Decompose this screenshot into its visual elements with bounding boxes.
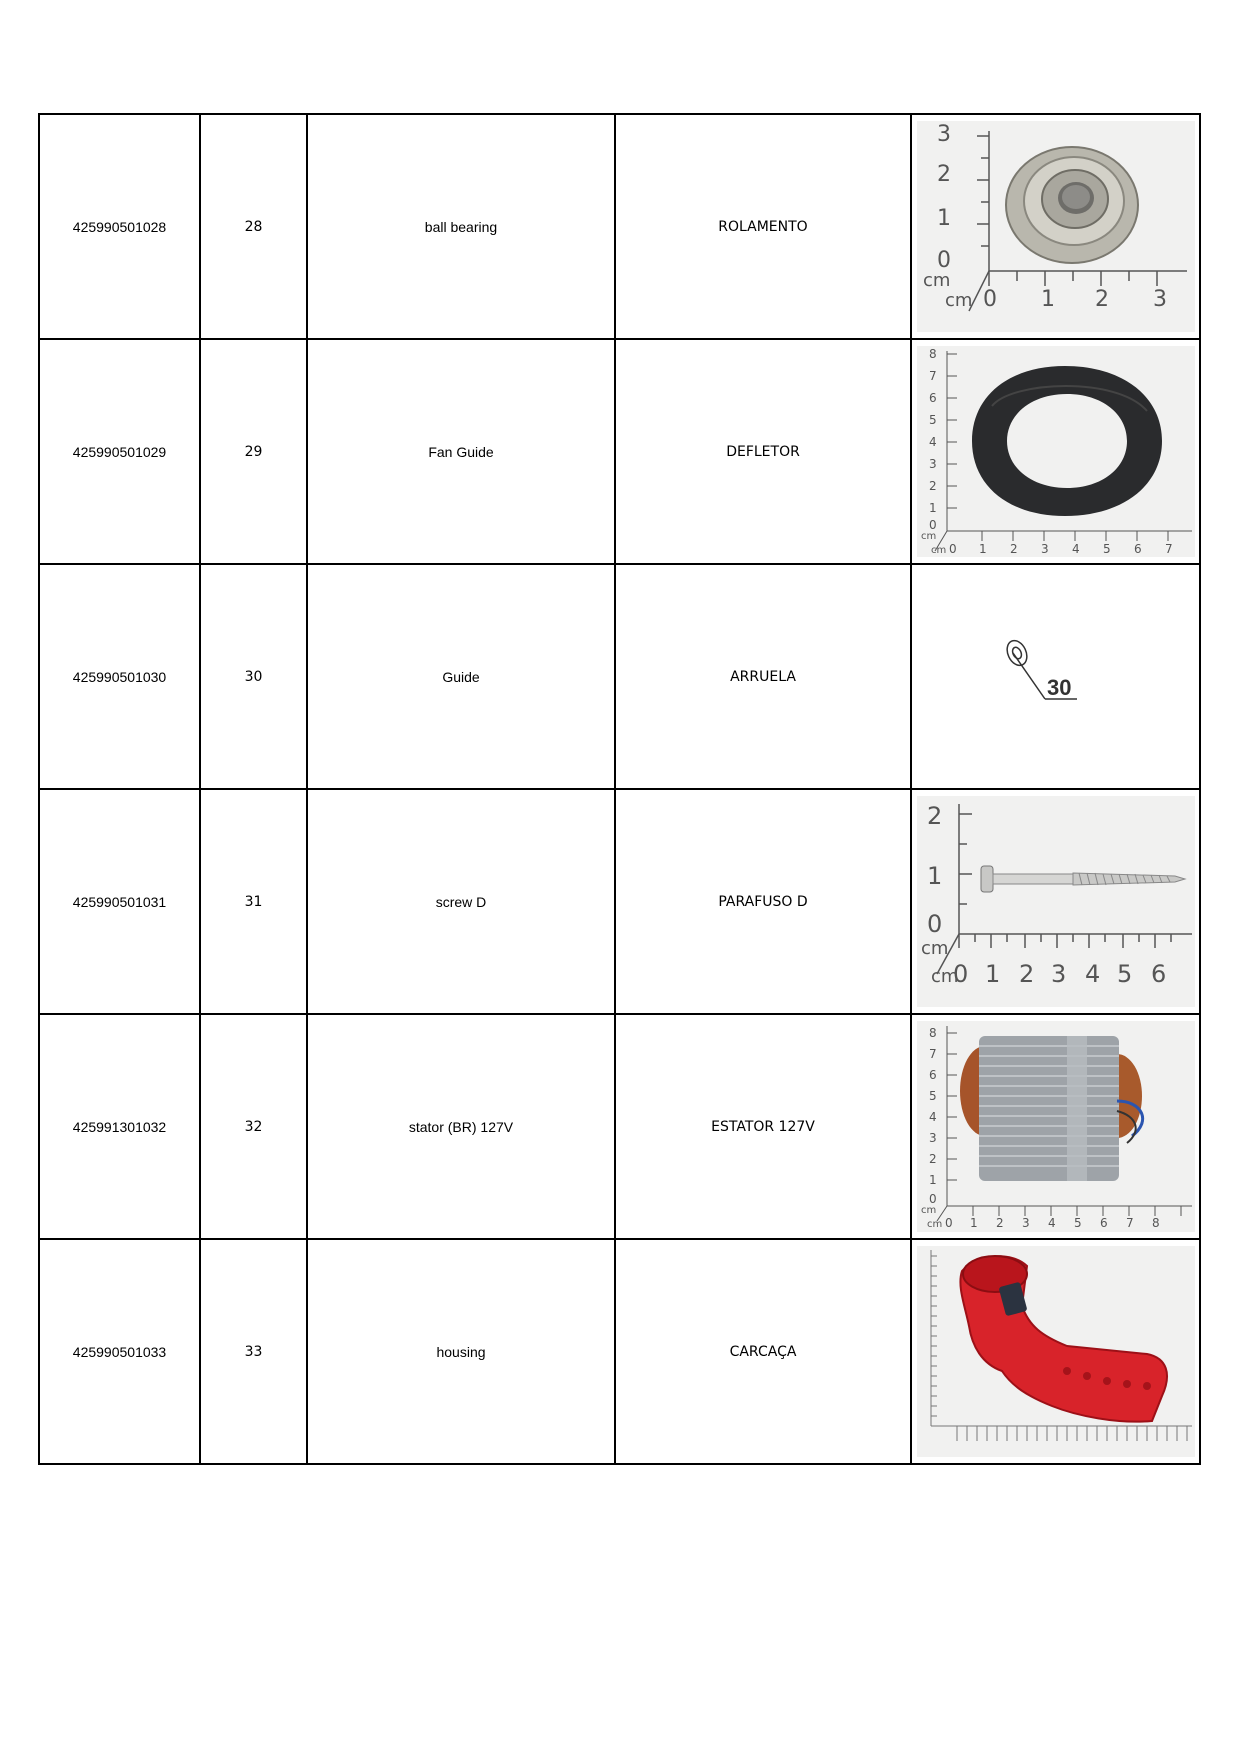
part-name-portuguese: ARRUELA: [615, 564, 911, 789]
table-row: [39, 564, 1200, 789]
y-tick-label: 8: [928, 1026, 937, 1040]
unit-label: cm: [922, 270, 950, 291]
unit-label: cm: [920, 1205, 936, 1216]
y-tick-label: 5: [928, 413, 937, 427]
part-code: 425990501029: [39, 339, 200, 564]
position-number: 28: [200, 114, 307, 339]
y-tick-label: 1: [936, 206, 951, 231]
x-tick-label: 0: [952, 960, 968, 988]
part-code: 425990501028: [39, 114, 200, 339]
y-tick-label: 2: [928, 1152, 937, 1166]
y-tick-label: 2: [926, 802, 942, 830]
x-tick-label: 6: [1133, 542, 1142, 556]
part-name-english: screw D: [307, 789, 615, 1014]
x-tick-label: 5: [1102, 542, 1111, 556]
part-name-portuguese: ROLAMENTO: [615, 114, 911, 339]
ball-bearing-photo: [917, 121, 1195, 332]
washer-diagram: [917, 571, 1195, 782]
y-tick-label: 0: [928, 518, 937, 532]
y-tick-label: 1: [926, 862, 942, 890]
x-tick-label: 3: [1152, 287, 1167, 312]
x-tick-label: 3: [1040, 542, 1049, 556]
part-code: 425991301032: [39, 1014, 200, 1239]
y-tick-label: 6: [928, 1068, 937, 1082]
x-tick-label: 7: [1164, 542, 1173, 556]
x-tick-label: 4: [1047, 1216, 1056, 1230]
y-tick-label: 3: [936, 122, 951, 147]
unit-label: cm: [926, 1219, 942, 1230]
x-tick-label: 5: [1116, 960, 1132, 988]
part-name-english: stator (BR) 127V: [307, 1014, 615, 1239]
x-tick-label: 2: [995, 1216, 1004, 1230]
x-tick-label: 0: [944, 1216, 953, 1230]
x-tick-label: 8: [1151, 1216, 1160, 1230]
part-name-portuguese: ESTATOR 127V: [615, 1014, 911, 1239]
y-tick-label: 5: [928, 1089, 937, 1103]
table-row: [39, 789, 1200, 1014]
fan-guide-photo: [917, 346, 1195, 557]
part-code: 425990501030: [39, 564, 200, 789]
table-row: [39, 339, 1200, 564]
part-code: 425990501031: [39, 789, 200, 1014]
position-number: 33: [200, 1239, 307, 1464]
part-name-portuguese: PARAFUSO D: [615, 789, 911, 1014]
part-name-english: Fan Guide: [307, 339, 615, 564]
y-tick-label: 0: [936, 248, 951, 273]
x-tick-label: 2: [1018, 960, 1034, 988]
y-tick-label: 8: [928, 347, 937, 361]
y-tick-label: 0: [928, 1192, 937, 1206]
x-tick-label: 7: [1125, 1216, 1134, 1230]
x-tick-label: 5: [1073, 1216, 1082, 1230]
part-name-english: housing: [307, 1239, 615, 1464]
y-tick-label: 6: [928, 391, 937, 405]
table-row: [39, 1239, 1200, 1464]
x-tick-label: 4: [1084, 960, 1100, 988]
x-tick-label: 1: [1040, 287, 1055, 312]
y-tick-label: 7: [928, 1047, 937, 1061]
x-tick-label: 2: [1094, 287, 1109, 312]
part-name-english: Guide: [307, 564, 615, 789]
stator-photo: [917, 1021, 1195, 1232]
x-tick-label: 2: [1009, 542, 1018, 556]
callout-number: 30: [1046, 675, 1071, 700]
parts-table: [38, 113, 1201, 1465]
x-tick-label: 1: [978, 542, 987, 556]
part-code: 425990501033: [39, 1239, 200, 1464]
y-tick-label: 7: [928, 369, 937, 383]
x-tick-label: 0: [948, 542, 957, 556]
unit-label: cm: [920, 531, 936, 542]
table-row: [39, 114, 1200, 339]
x-tick-label: 0: [982, 287, 997, 312]
position-number: 31: [200, 789, 307, 1014]
position-number: 29: [200, 339, 307, 564]
part-name-portuguese: DEFLETOR: [615, 339, 911, 564]
y-tick-label: 3: [928, 457, 937, 471]
y-tick-label: 2: [928, 479, 937, 493]
y-tick-label: 1: [928, 501, 937, 515]
part-name-english: ball bearing: [307, 114, 615, 339]
unit-label: cm: [930, 545, 946, 556]
table-row: [39, 1014, 1200, 1239]
unit-label: cm: [944, 290, 972, 311]
x-tick-label: 3: [1021, 1216, 1030, 1230]
housing-photo: [917, 1246, 1195, 1457]
x-tick-label: 4: [1071, 542, 1080, 556]
x-tick-label: 3: [1050, 960, 1066, 988]
y-tick-label: 4: [928, 435, 937, 449]
part-name-portuguese: CARCAÇA: [615, 1239, 911, 1464]
y-tick-label: 3: [928, 1131, 937, 1145]
unit-label: cm: [930, 966, 958, 987]
y-tick-label: 2: [936, 162, 951, 187]
screw-photo: [917, 796, 1195, 1007]
unit-label: cm: [920, 938, 948, 959]
position-number: 30: [200, 564, 307, 789]
x-tick-label: 6: [1150, 960, 1166, 988]
x-tick-label: 1: [969, 1216, 978, 1230]
position-number: 32: [200, 1014, 307, 1239]
x-tick-label: 6: [1099, 1216, 1108, 1230]
y-tick-label: 1: [928, 1173, 937, 1187]
y-tick-label: 4: [928, 1110, 937, 1124]
x-tick-label: 1: [984, 960, 1000, 988]
y-tick-label: 0: [926, 910, 942, 938]
